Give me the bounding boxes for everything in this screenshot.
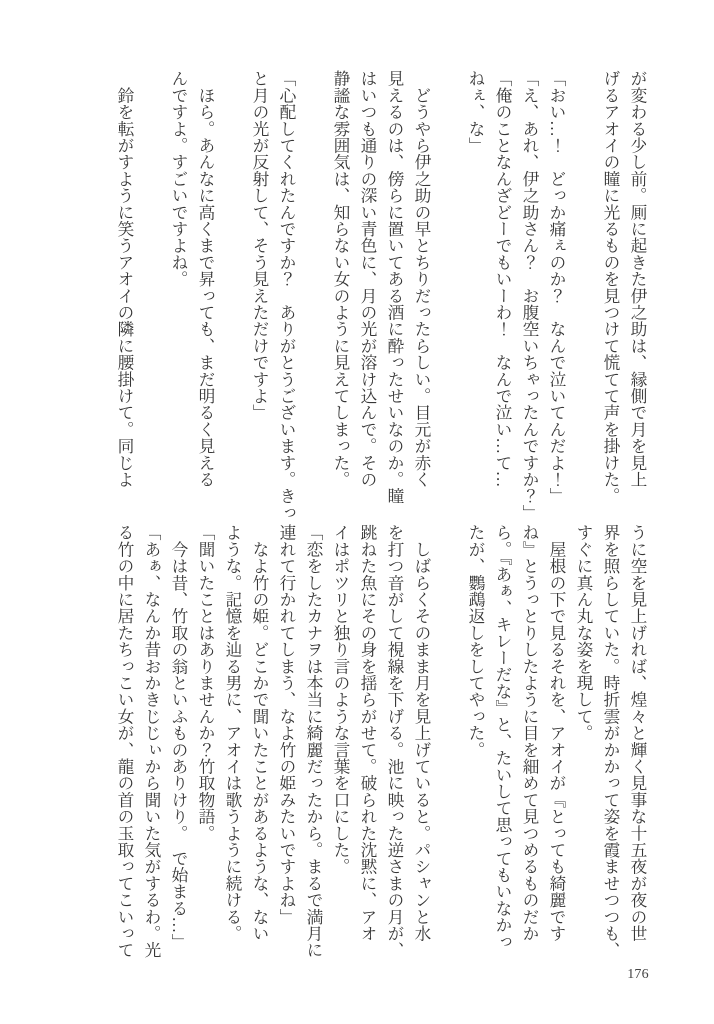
text-column: が変わる少し前。厠に起きた伊之助は、縁側で月を見上 <box>628 70 647 488</box>
text-column: うに空を見上げれば、煌々と輝く見事な十五夜が夜の世 <box>628 524 647 942</box>
text-column: 跳ねた魚にその身を揺らがせて。破られた沈黙に、アオ <box>358 524 377 942</box>
text-block-bottom <box>0 524 714 964</box>
dialogue-column: 連れて行かれてしまう、なよ竹の姫みたいですよね」 <box>277 524 296 925</box>
text-column: を打つ音がして視線を下げる。池に映った逆さまの月が、 <box>385 524 404 959</box>
text-column: どうやら伊之助の早とちりだったらしい。目元が赤く <box>412 70 431 488</box>
text-column: 屋根の下で見るそれを、アオイが『とっても綺麗です <box>547 524 566 942</box>
dialogue-column: 「おい…！ どっか痛ぇのか？ なんで泣いてんだよ！」 <box>547 70 566 505</box>
text-column: すぐに真ん丸な姿を現して。 <box>574 524 593 742</box>
dialogue-column: 「え、あれ、伊之助さん？ お腹空いちゃったんですか？」 <box>520 70 539 521</box>
text-column: げるアオイの瞳に光るものを見つけて慌てて声を掛けた。 <box>601 70 620 505</box>
dialogue-column: 「心配してくれたんですか？ ありがとうございます。きっ <box>277 70 296 521</box>
dialogue-column: 「恋をしたカナヲは本当に綺麗だったから。まるで満月に <box>304 524 323 959</box>
dialogue-column: ねぇ、な」 <box>466 70 485 154</box>
page-number: 176 <box>627 967 649 982</box>
text-column: ら。『あぁ、キレーだな』と、たいして思ってもいなかっ <box>493 524 512 950</box>
dialogue-column: と月の光が反射して、そう見えただけですよ」 <box>250 70 269 421</box>
text-column: たが、鸚鵡返しをしてやった。 <box>466 524 485 758</box>
dialogue-column: 「あぁ、なんか昔おかきじじぃから聞いた気がするわ。光 <box>142 524 161 959</box>
dialogue-column: る竹の中に居たちっこい女が、龍の首の玉取ってこいって <box>115 524 134 959</box>
dialogue-column: ほら。あんなに高くまで昇っても、まだ明るく見える <box>196 70 215 488</box>
text-block-top <box>0 70 714 521</box>
text-column: ね』とうっとりしたように目を細めて見つめるものだか <box>520 524 539 942</box>
text-column: しばらくそのまま月を見上げていると。パシャンと水 <box>412 524 431 942</box>
text-column: はいつも通りの深い青色に、月の光が溶け込んで。その <box>358 70 377 488</box>
text-column: イはポツリと独り言のような言葉を口にした。 <box>331 524 350 875</box>
text-column: 静謐な雰囲気は、知らない女のように見えてしまった。 <box>331 70 350 488</box>
text-column: 界を照らしていた。時折雲がかかって姿を霞ませつつも、 <box>601 524 620 959</box>
text-column: ような。記憶を辿る男に、アオイは歌うように続ける。 <box>223 524 242 942</box>
text-column: 鈴を転がすように笑うアオイの隣に腰掛けて。同じよ <box>115 70 134 488</box>
dialogue-column: 今は昔、竹取の翁といふものありけり。 で始まる…」 <box>169 524 188 950</box>
text-column: 見えるのは、傍らに置いてある酒に酔ったせいなのか。瞳 <box>385 70 404 505</box>
text-column: なよ竹の姫。どこかで聞いたことがあるような、ない <box>250 524 269 942</box>
dialogue-column: 「聞いたことはありませんか？竹取物語。 <box>196 524 215 842</box>
dialogue-column: んですよ。すごいですよね。 <box>169 70 188 288</box>
dialogue-column: 「俺のことなんざどーでもいーわ！ なんで泣い…て… <box>493 70 512 488</box>
